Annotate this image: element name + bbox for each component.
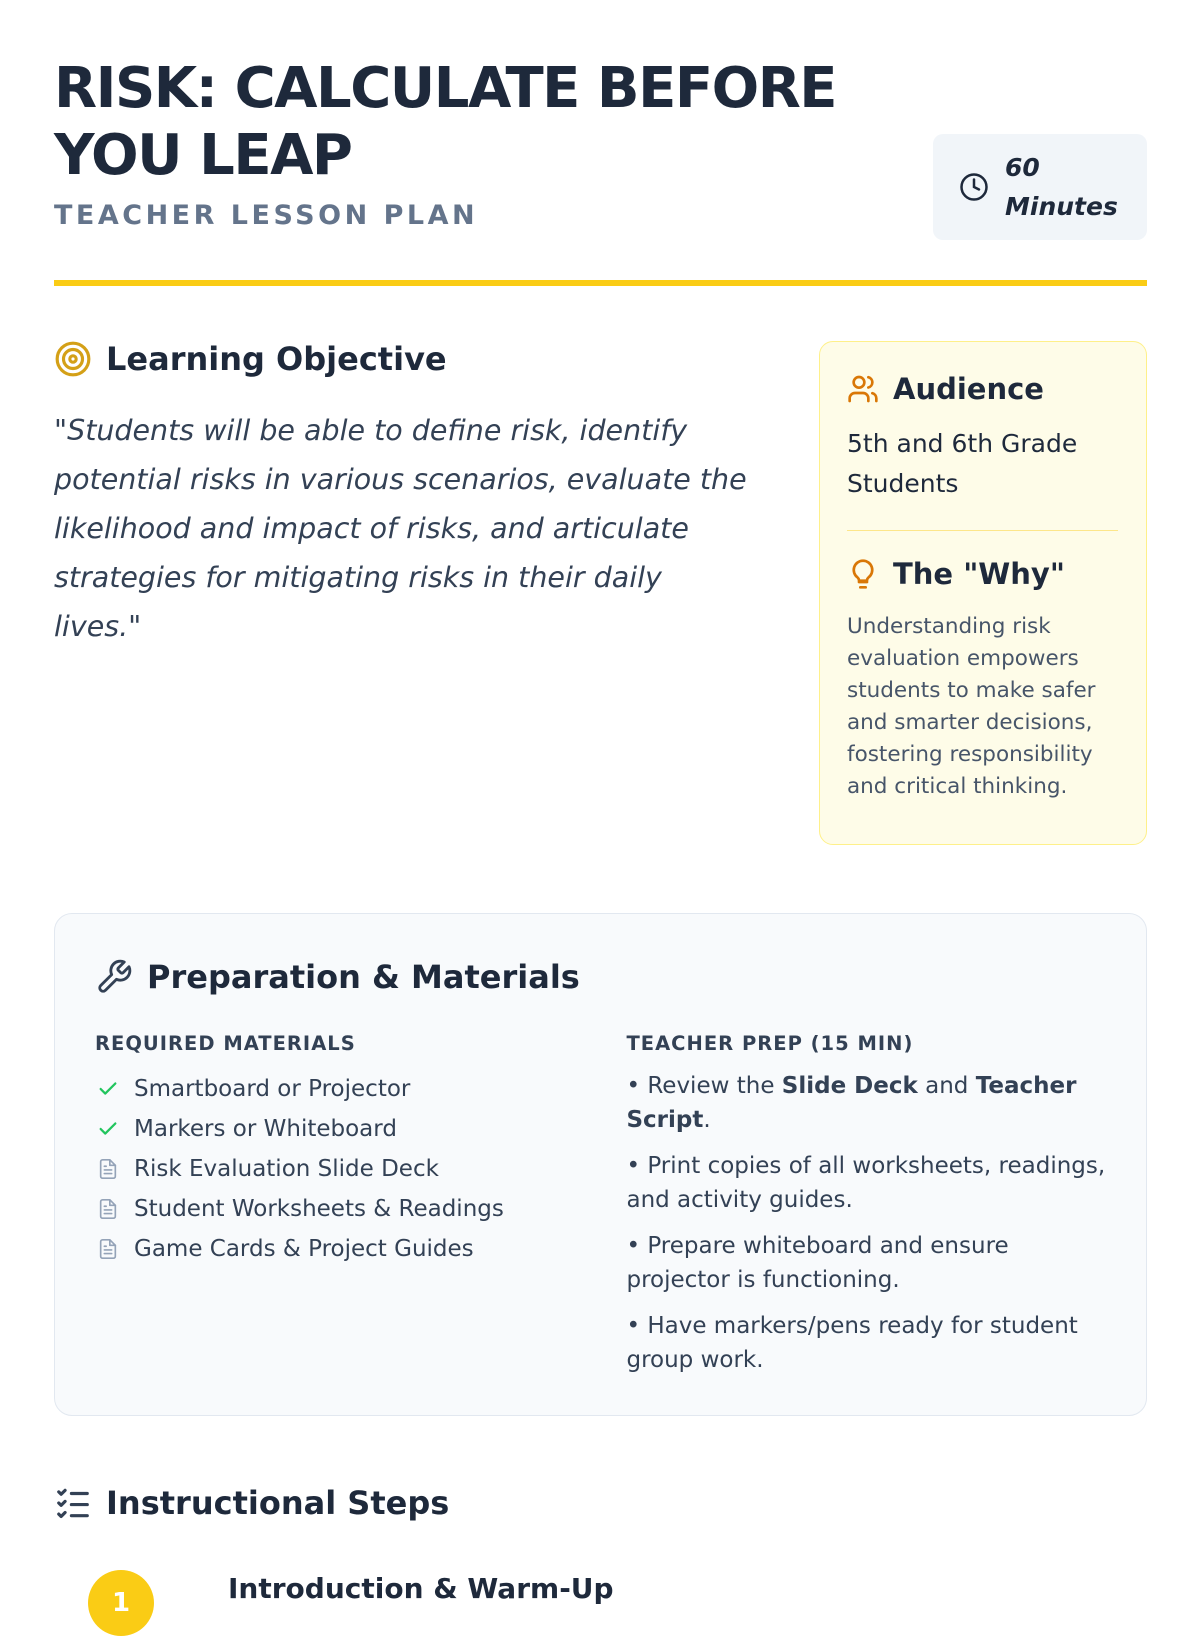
list-item xyxy=(95,1069,626,1109)
prep-text: and xyxy=(917,1073,976,1099)
slide-deck-label: Slide Deck xyxy=(781,1073,918,1099)
preparation-heading: Preparation & Materials xyxy=(147,958,580,996)
list-item xyxy=(95,1109,626,1149)
list-item xyxy=(95,1149,626,1189)
document-icon xyxy=(95,1157,121,1181)
list-item: • Print copies of all worksheets, readings, and activity guides. xyxy=(626,1153,1106,1213)
card-divider xyxy=(847,530,1118,531)
why-heading: The "Why" xyxy=(893,557,1065,591)
instructional-steps-heading: Instructional Steps xyxy=(106,1484,450,1522)
page-title: RISK: CALCULATE BEFORE YOU LEAP xyxy=(54,56,837,188)
instructional-steps-section xyxy=(54,1484,1147,1618)
material-label: Markers or Whiteboard xyxy=(134,1116,397,1142)
material-label: Game Cards & Project Guides xyxy=(134,1236,474,1262)
duration-text: 60 Minutes xyxy=(1005,153,1118,221)
materials-list xyxy=(95,1069,626,1269)
list-item xyxy=(626,1069,1106,1137)
checklist-icon xyxy=(54,1484,92,1522)
audience-text: 5th and 6th Grade Students xyxy=(847,429,1078,498)
preparation-materials-card xyxy=(54,913,1147,1416)
document-icon xyxy=(95,1197,121,1221)
required-materials-column xyxy=(95,1032,626,1389)
users-icon xyxy=(847,373,879,405)
list-item: • Prepare whiteboard and ensure projector is functioning. xyxy=(626,1233,1009,1293)
list-item: • Have markers/pens ready for student group work. xyxy=(626,1313,1078,1373)
step-title: Introduction & Warm-Up xyxy=(228,1571,614,1605)
header-divider xyxy=(54,280,1147,286)
step-number: 1 xyxy=(88,1570,154,1636)
list-item xyxy=(95,1189,626,1229)
learning-objective-text: "Students will be able to define risk, identify potential risks in various scenarios, evaluate the likelihood and impact of risks, and articulate strategies for mitigating risks in their daily lives." xyxy=(54,414,747,643)
learning-objective-heading: Learning Objective xyxy=(106,340,447,378)
wrench-icon xyxy=(95,958,133,996)
learning-objective-section xyxy=(54,340,754,651)
why-text: Understanding risk evaluation empowers students to make safer and smarter decisions, fostering responsibility and critical thinking. xyxy=(847,614,1096,799)
check-icon xyxy=(95,1118,121,1140)
target-icon xyxy=(54,340,92,378)
clock-icon xyxy=(959,172,989,202)
header xyxy=(54,0,1147,287)
teacher-prep-list xyxy=(626,1069,1106,1377)
audience-heading: Audience xyxy=(893,372,1044,406)
duration-badge xyxy=(933,134,1147,240)
teacher-script-label: Teacher Script xyxy=(626,1073,1077,1133)
audience-why-card xyxy=(819,341,1147,845)
material-label: Student Worksheets & Readings xyxy=(134,1196,504,1222)
step-item xyxy=(88,1570,614,1636)
lightbulb-icon xyxy=(847,558,879,590)
lesson-plan-page xyxy=(54,0,1147,1618)
document-icon xyxy=(95,1237,121,1261)
page-subtitle: TEACHER LESSON PLAN xyxy=(54,200,479,231)
teacher-prep-column xyxy=(626,1032,1106,1389)
material-label: Risk Evaluation Slide Deck xyxy=(134,1156,439,1182)
material-label: Smartboard or Projector xyxy=(134,1076,411,1102)
prep-text: . xyxy=(703,1107,711,1133)
list-item xyxy=(95,1229,626,1269)
required-materials-heading: REQUIRED MATERIALS xyxy=(95,1032,356,1055)
teacher-prep-heading: TEACHER PREP (15 MIN) xyxy=(626,1032,914,1055)
prep-text: • Review the xyxy=(626,1073,782,1099)
check-icon xyxy=(95,1078,121,1100)
